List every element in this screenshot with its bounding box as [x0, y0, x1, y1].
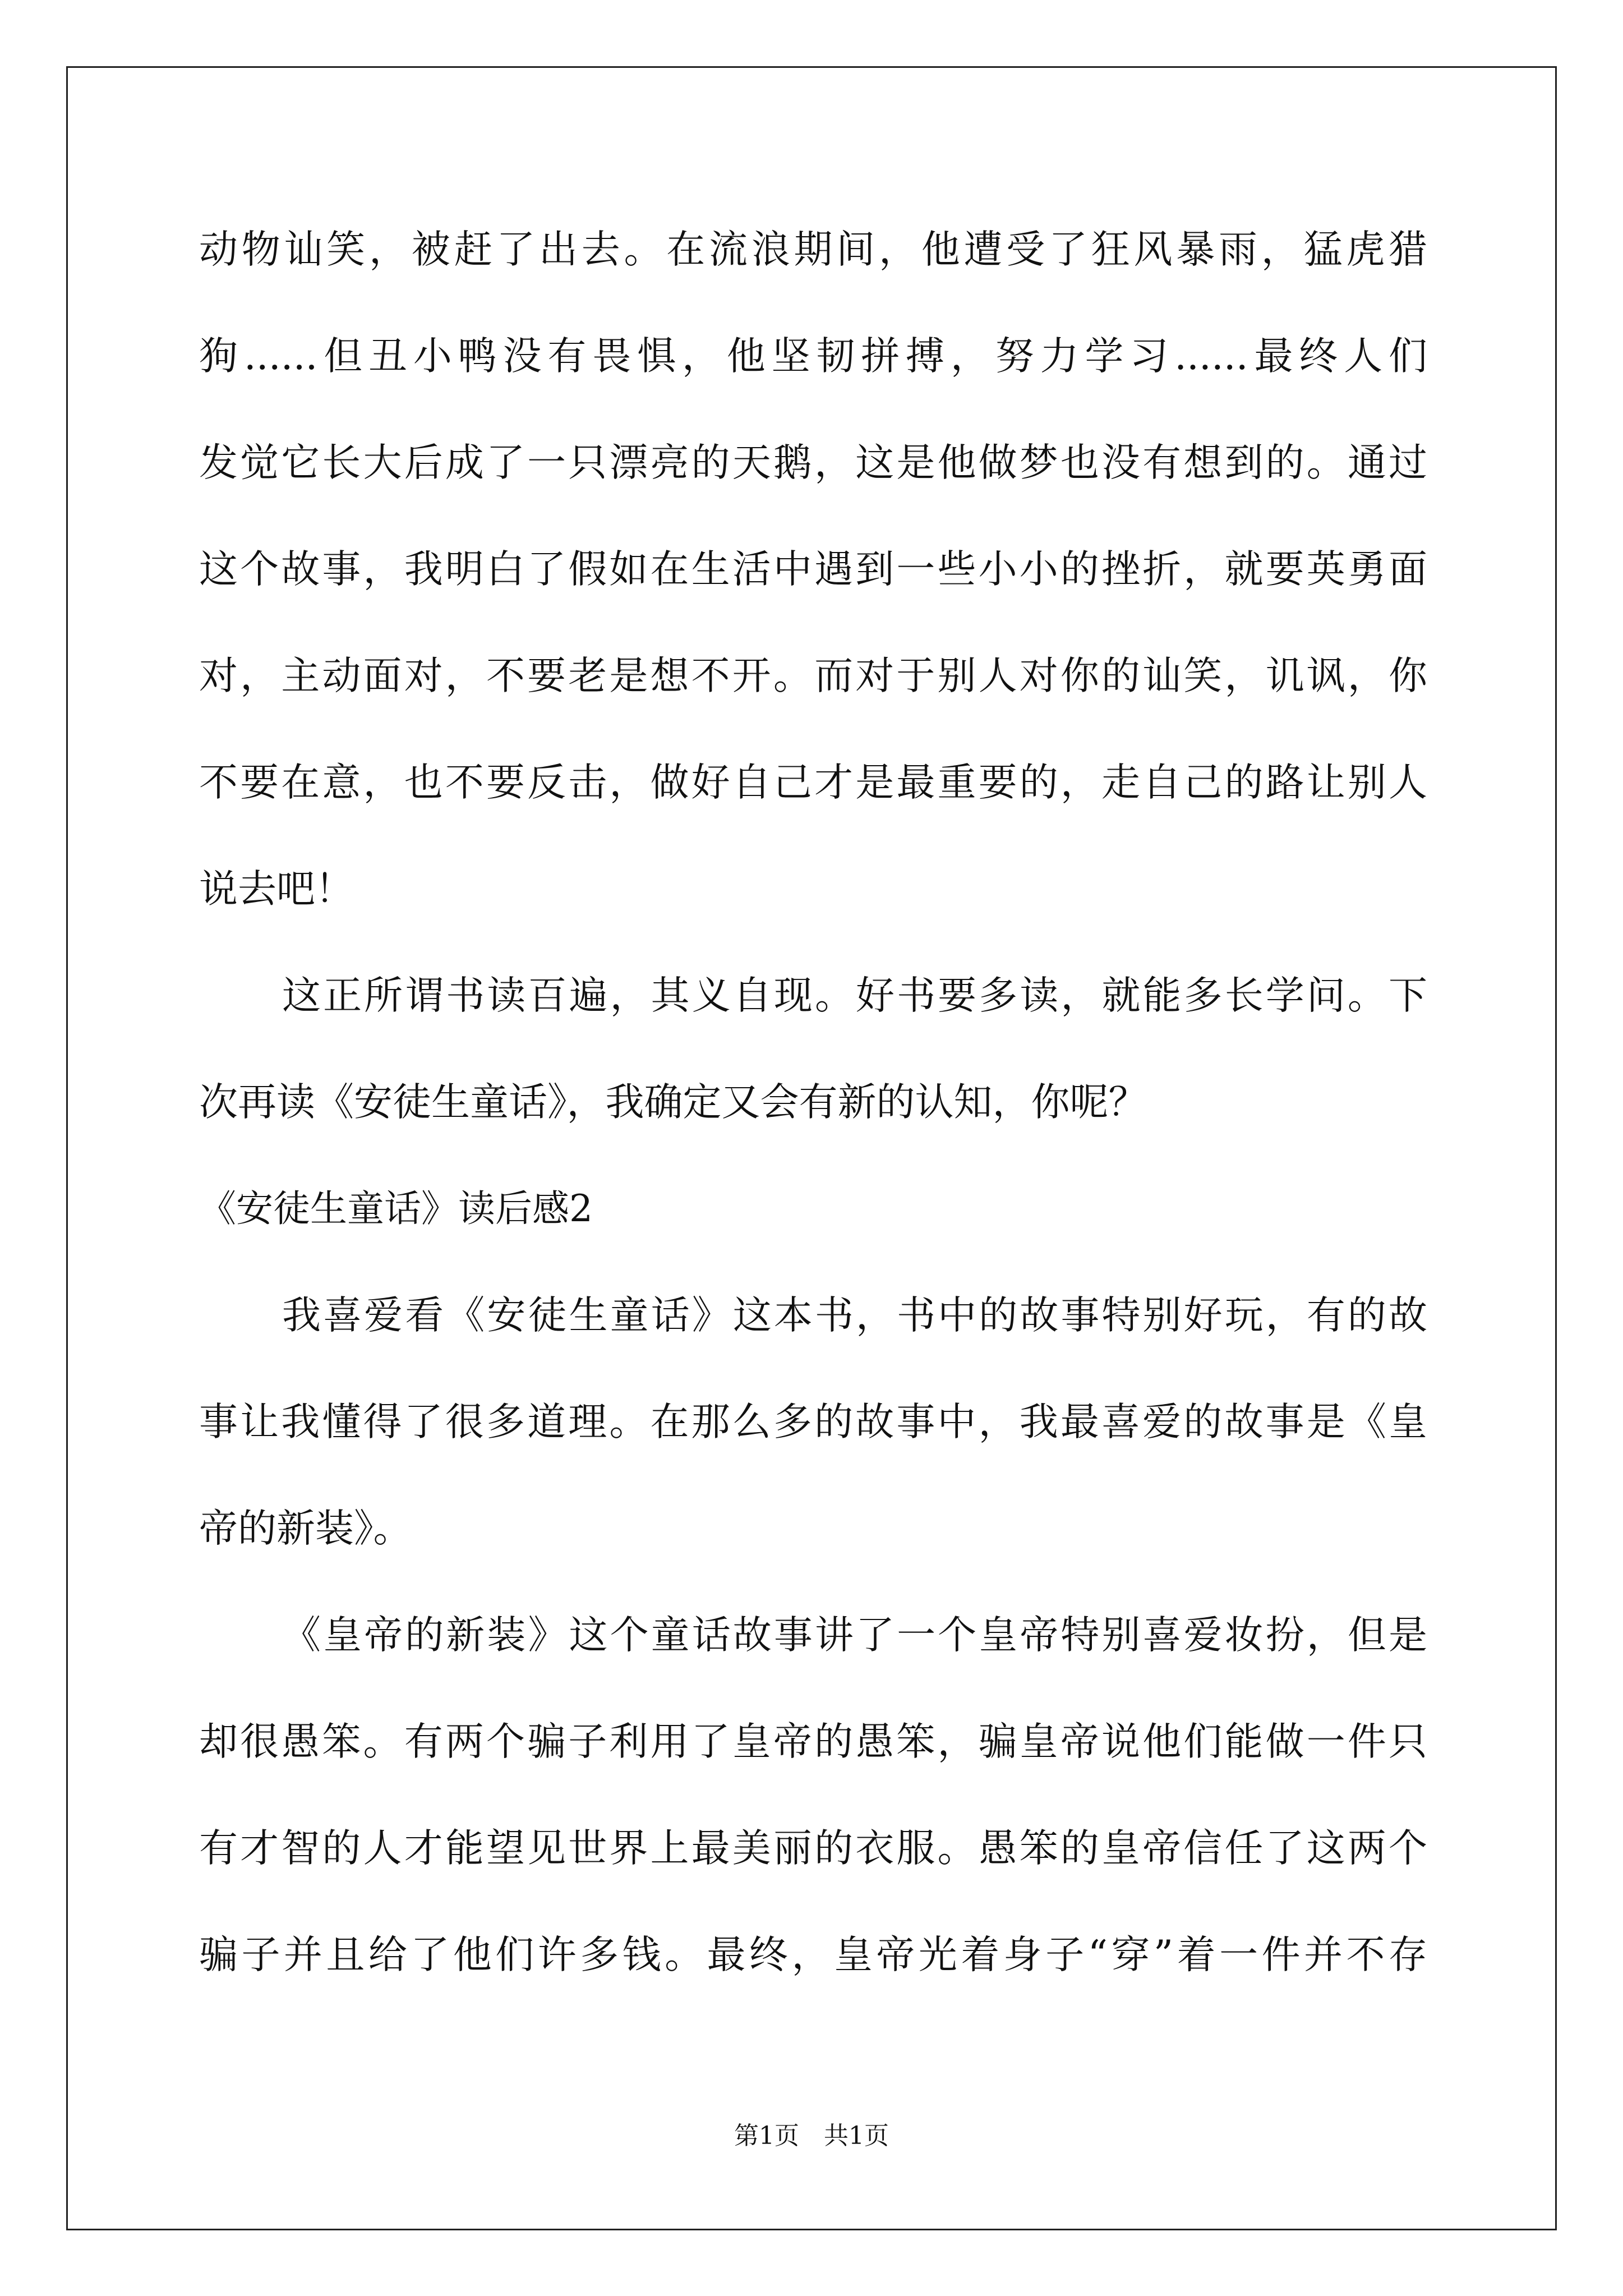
paragraph-4 — [199, 1582, 1427, 2008]
text-line: 却很愚笨。有两个骗子利用了皇帝的愚笨，骗皇帝说他们能做一件只 — [199, 1719, 1427, 1764]
document-body — [199, 196, 1427, 2008]
text-line: 次再读《安徒生童话》，我确定又会有新的认知，你呢？ — [199, 1080, 1147, 1125]
text-line: 帝的新装》。 — [199, 1506, 412, 1551]
text-line: 发觉它长大后成了一只漂亮的天鹅，这是他做梦也没有想到的。通过 — [199, 440, 1427, 485]
section-heading: 《安徒生童话》读后感2 — [199, 1187, 593, 1230]
text-line: 对，主动面对，不要老是想不开。而对于别人对你的讪笑，讥讽，你 — [199, 654, 1427, 698]
text-line: 动物讪笑，被赶了出去。在流浪期间，他遭受了狂风暴雨，猛虎猎 — [199, 227, 1427, 272]
paragraph-2 — [199, 942, 1427, 1156]
text-line: 骗子并且给了他们许多钱。最终，皇帝光着身子“穿”着一件并不存 — [199, 1932, 1427, 1977]
text-line: 这正所谓书读百遍，其义自现。好书要多读，就能多长学问。下 — [282, 973, 1427, 1018]
paragraph-1 — [199, 196, 1427, 942]
text-line: 事让我懂得了很多道理。在那么多的故事中，我最喜爱的故事是《皇 — [199, 1400, 1427, 1444]
text-line: 不要在意，也不要反击，做好自己才是最重要的，走自己的路让别人 — [199, 760, 1427, 805]
text-line: 《皇帝的新装》这个童话故事讲了一个皇帝特别喜爱妆扮，但是 — [282, 1613, 1427, 1658]
text-line: 狗......但丑小鸭没有畏惧，他坚韧拼搏，努力学习......最终人们 — [199, 334, 1427, 379]
page-number: 第1页 共1页 — [734, 2122, 889, 2150]
text-line: 说去吧！ — [199, 867, 354, 912]
text-line: 有才智的人才能望见世界上最美丽的衣服。愚笨的皇帝信任了这两个 — [199, 1826, 1427, 1871]
text-line: 我喜爱看《安徒生童话》这本书，书中的故事特别好玩，有的故 — [282, 1293, 1427, 1338]
text-line: 这个故事，我明白了假如在生活中遇到一些小小的挫折，就要英勇面 — [199, 547, 1427, 592]
paragraph-3 — [199, 1262, 1427, 1582]
